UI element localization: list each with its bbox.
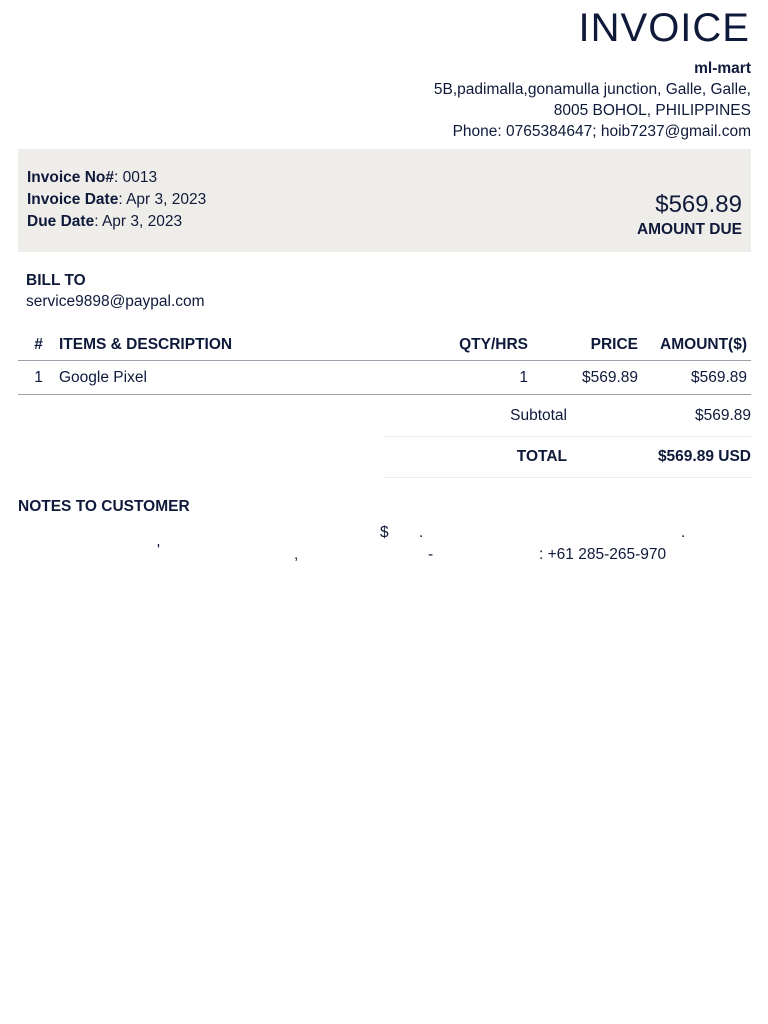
amount-due-label: AMOUNT DUE	[636, 221, 742, 238]
items-table	[18, 332, 751, 395]
invoice-title: INVOICE	[578, 6, 750, 50]
header-amount: AMOUNT($)	[638, 332, 751, 361]
notes-fragment: .	[419, 524, 424, 541]
invoice-summary-band	[18, 149, 751, 252]
invoice-number-label: Invoice No#	[27, 169, 114, 186]
total-value: $569.89 USD	[657, 448, 751, 465]
header-qty: QTY/HRS	[419, 332, 528, 361]
notes-fragment: -	[428, 546, 434, 563]
company-address-line2: 8005 BOHOL, PHILIPPINES	[553, 102, 751, 119]
invoice-meta	[27, 167, 206, 233]
totals-block	[384, 396, 751, 478]
subtotal-label: Subtotal	[510, 407, 567, 424]
bill-to-block	[26, 270, 205, 312]
row-price: $569.89	[528, 361, 638, 395]
header-price: PRICE	[528, 332, 638, 361]
company-name: ml-mart	[694, 60, 751, 77]
invoice-number-value: : 0013	[114, 169, 158, 186]
invoice-number	[27, 167, 206, 189]
table-row	[18, 361, 751, 395]
invoice-date-value: : Apr 3, 2023	[118, 191, 207, 208]
total-row	[384, 437, 751, 478]
company-address-line1: 5B,padimalla,gonamulla junction, Galle, Galle,	[433, 81, 751, 98]
invoice-date	[27, 189, 206, 211]
amount-due-block	[637, 191, 742, 239]
notes-phone: : +61 285-265-970	[539, 546, 667, 563]
row-amount: $569.89	[638, 361, 751, 395]
notes-fragment: '	[157, 542, 160, 559]
company-block	[434, 58, 751, 142]
row-num: 1	[18, 361, 59, 395]
subtotal-value: $569.89	[694, 407, 751, 424]
due-date	[27, 211, 206, 233]
company-contact: Phone: 0765384647; hoib7237@gmail.com	[452, 123, 751, 140]
due-date-value: : Apr 3, 2023	[94, 213, 183, 230]
invoice-date-label: Invoice Date	[27, 191, 119, 208]
subtotal-row	[384, 396, 751, 437]
bill-to-email: service9898@paypal.com	[26, 293, 205, 310]
bill-to-label: BILL TO	[26, 272, 86, 289]
notes-text	[0, 520, 768, 570]
header-num: #	[18, 332, 59, 361]
items-table-header	[18, 332, 751, 361]
row-qty: 1	[419, 361, 528, 395]
total-label: TOTAL	[516, 448, 567, 465]
row-description: Google Pixel	[59, 361, 419, 395]
notes-fragment: .	[681, 524, 686, 541]
notes-fragment: $	[380, 524, 389, 541]
notes-heading: NOTES TO CUSTOMER	[18, 498, 190, 515]
due-date-label: Due Date	[27, 213, 95, 230]
header-description: ITEMS & DESCRIPTION	[59, 332, 419, 361]
amount-due-value: $569.89	[655, 191, 742, 218]
notes-fragment: ,	[294, 546, 299, 563]
